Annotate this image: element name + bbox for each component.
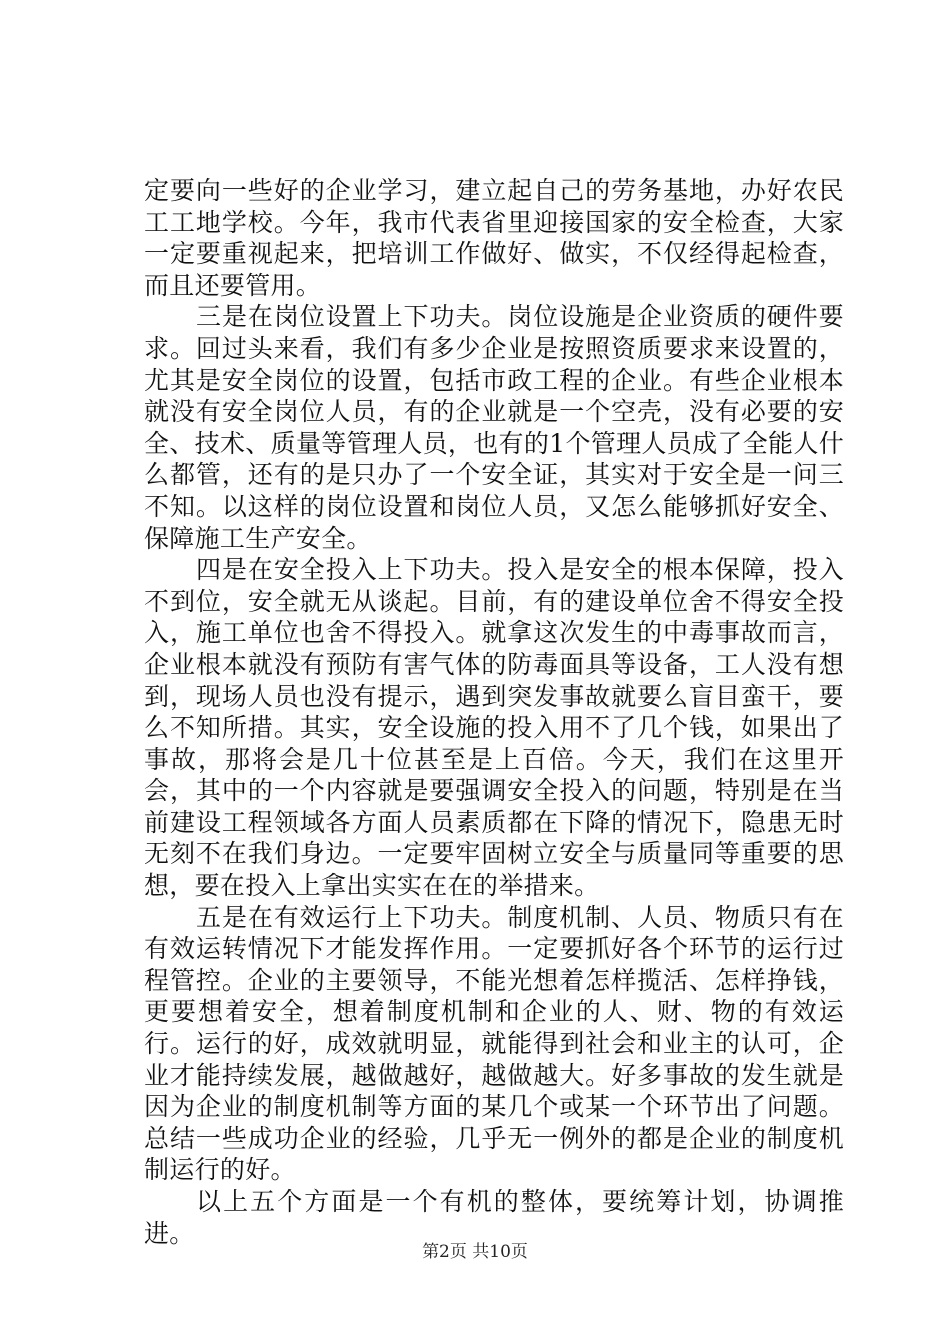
paragraph-post-settings: 三是在岗位设置上下功夫。岗位设施是企业资质的硬件要求。回过头来看，我们有多少企业是按照资质要求来设置的，尤其是安全岗位的设置，包括市政工程的企业。有些企业根本就没有安全岗位人员，有的企业就是一个空壳，没有必要的安全、技术、质量等管理人员，也有的1个管理人员成了全能人什么都管，还有的是只办了一个安全证，其实对于安全是一问三不知。以这样的岗位设置和岗位人员，又怎么能够抓好安全、保障施工生产安全。 xyxy=(144,302,844,553)
page-number-indicator: 第2页 共10页 xyxy=(422,1242,528,1262)
paragraph-safety-investment: 四是在安全投入上下功夫。投入是安全的根本保障，投入不到位，安全就无从谈起。目前，有的建设单位舍不得安全投入，施工单位也舍不得投入。就拿这次发生的中毒事故而言，企业根本就没有预防有害气体的防毒面具等设备，工人没有想到，现场人员也没有提示，遇到突发事故就要么盲目蛮干，要么不知所措。其实，安全设施的投入用不了几个钱，如果出了事故，那将会是几十位甚至是上百倍。今天，我们在这里开会，其中的一个内容就是要强调安全投入的问题，特别是在当前建设工程领域各方面人员素质都在下降的情况下，隐患无时无刻不在我们身边。一定要牢固树立安全与质量同等重要的思想，要在投入上拿出实实在在的举措来。 xyxy=(144,555,844,901)
paragraph-effective-operation: 五是在有效运行上下功夫。制度机制、人员、物质只有在有效运转情况下才能发挥作用。一定要抓好各个环节的运行过程管控。企业的主要领导，不能光想着怎样揽活、怎样挣钱，更要想着安全，想着制度机制和企业的人、财、物的有效运行。运行的好，成效就明显，就能得到社会和业主的认可，企业才能持续发展，越做越好，越做越大。好多事故的发生就是因为企业的制度机制等方面的某几个或某一个环节出了问题。总结一些成功企业的经验，几乎无一例外的都是企业的制度机制运行的好。 xyxy=(144,902,844,1185)
page-footer xyxy=(0,1241,950,1263)
paragraph-continuation: 定要向一些好的企业学习，建立起自己的劳务基地，办好农民工工地学校。今年，我市代表省里迎接国家的安全检查，大家一定要重视起来，把培训工作做好、做实，不仅经得起检查，而且还要管用。 xyxy=(144,176,844,300)
document-body xyxy=(144,175,844,1249)
paragraph-summary: 以上五个方面是一个有机的整体，要统筹计划，协调推进。 xyxy=(144,1187,844,1248)
